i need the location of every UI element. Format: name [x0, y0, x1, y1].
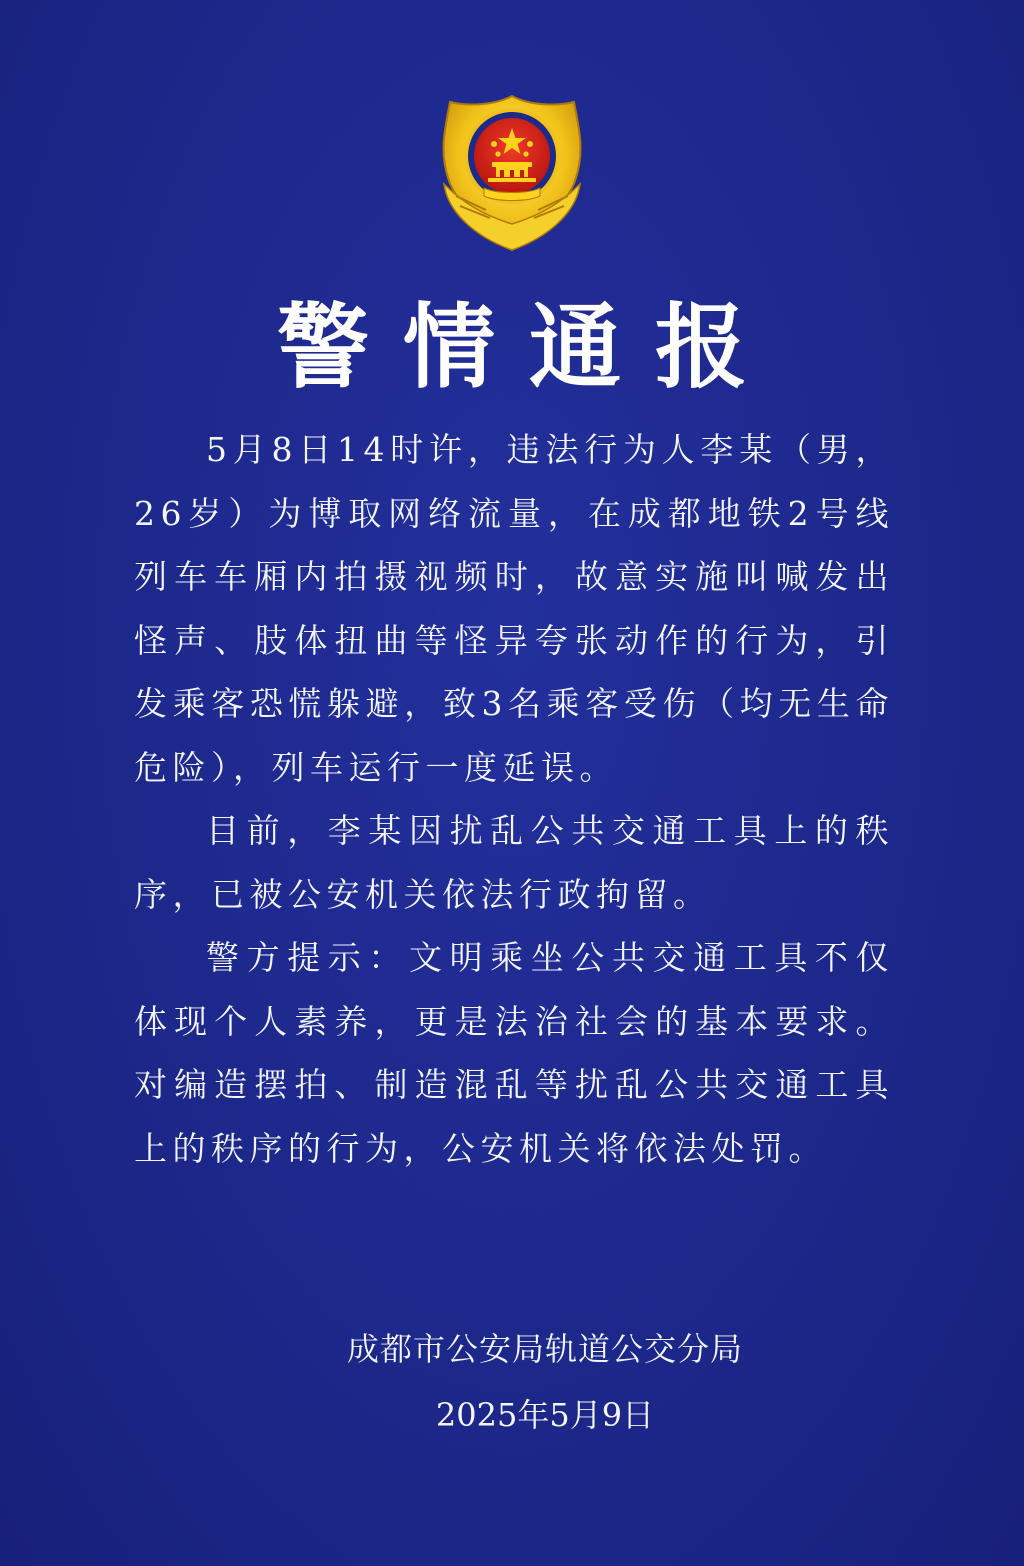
- paragraph-detention: 目前，李某因扰乱公共交通工具上的秩序，已被公安机关依法行政拘留。: [134, 811, 894, 914]
- police-badge-icon: [434, 92, 590, 254]
- issuer-signature: 成都市公安局轨道公交分局: [346, 1330, 743, 1368]
- issue-date: 2025年5月9日: [435, 1396, 655, 1434]
- notice-body: [134, 418, 894, 1180]
- notice-title: 警情通报: [276, 293, 781, 401]
- paragraph-incident: 5月8日14时许，违法行为人李某（男，26岁）为博取网络流量，在成都地铁2号线列车车厢内拍摄视频时，故意实施叫喊发出怪声、肢体扭曲等怪异夸张动作的行为，引发乘客恐慌躲避，致3名乘客受伤（均无生命危险），列车运行一度延误。: [134, 430, 894, 787]
- paragraph-police-reminder: 警方提示：文明乘坐公共交通工具不仅体现个人素养，更是法治社会的基本要求。对编造摆拍、制造混乱等扰乱公共交通工具上的秩序的行为，公安机关将依法处罚。: [134, 938, 894, 1168]
